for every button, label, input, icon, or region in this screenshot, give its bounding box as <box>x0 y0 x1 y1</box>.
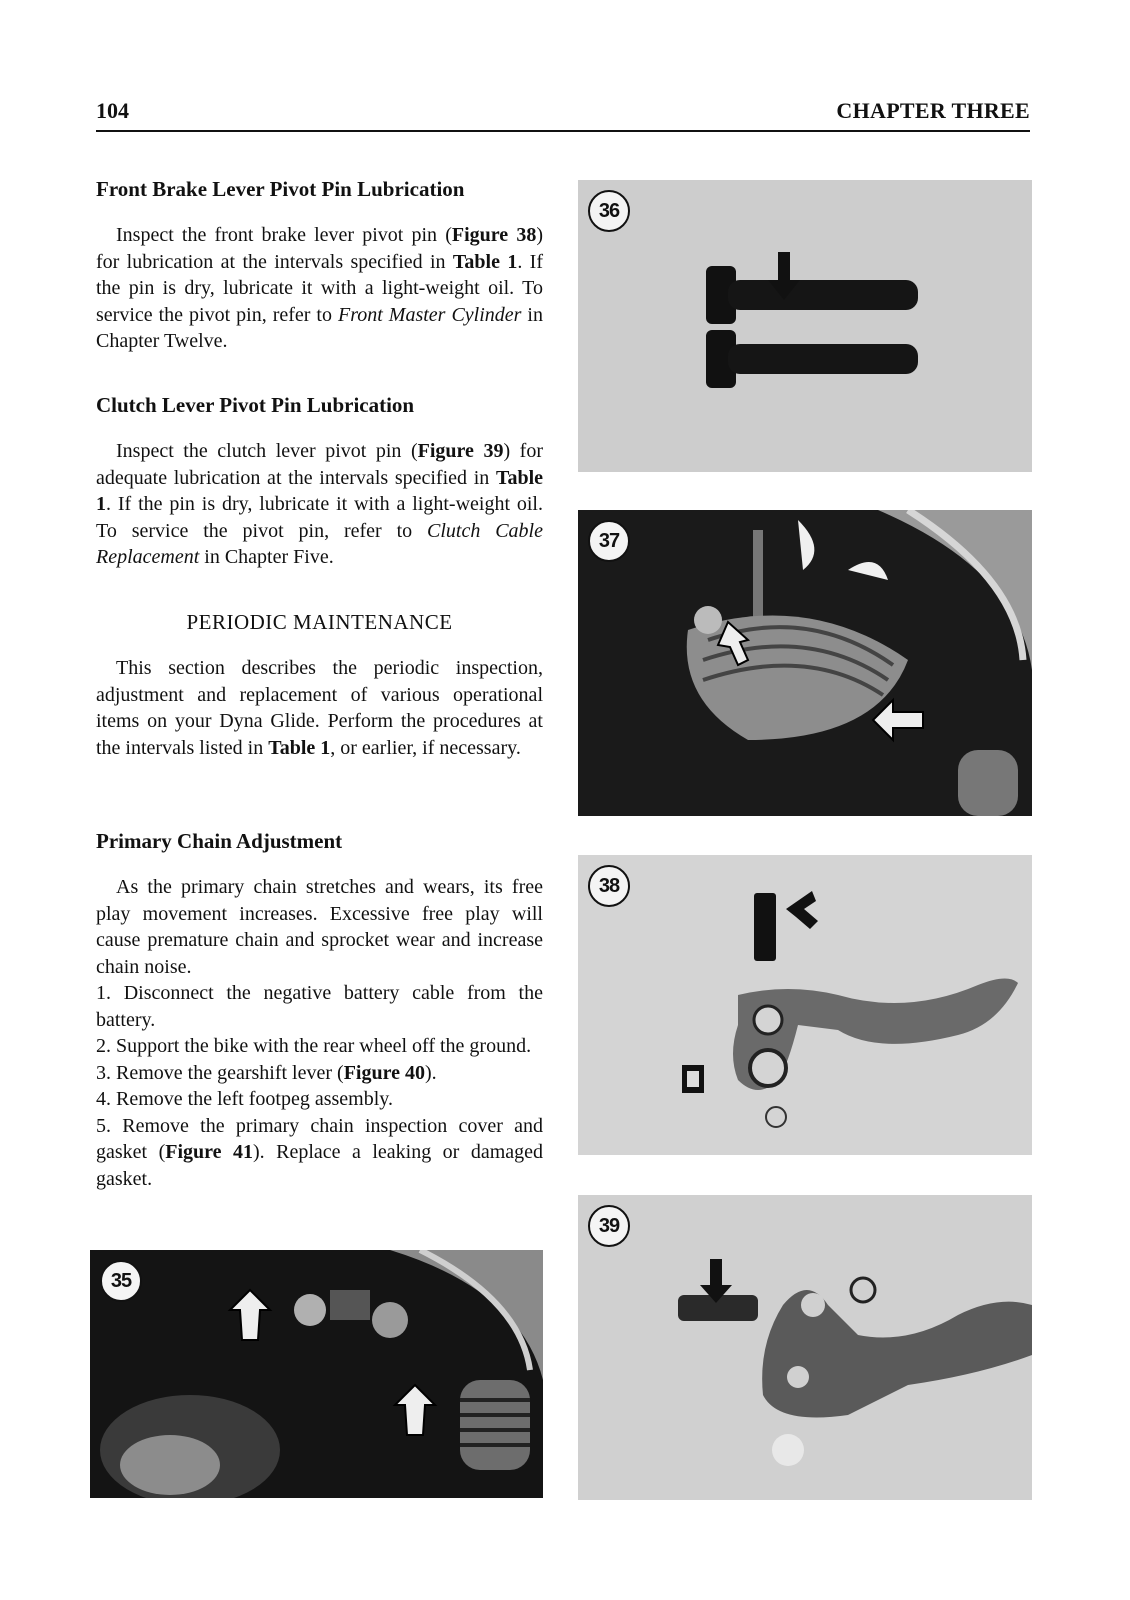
chapter-title: CHAPTER THREE <box>836 98 1030 123</box>
figure-37-label: 37 <box>588 520 630 562</box>
front-brake-italic-ref: Front Master Cylinder <box>337 303 522 326</box>
periodic-maintenance-paragraph <box>96 655 543 761</box>
figure-35-image <box>90 1250 543 1498</box>
clutch-italic-ref: Clutch Cable Replacement <box>96 519 543 568</box>
front-brake-ref-2: Table 1 <box>452 250 518 273</box>
front-brake-section <box>96 176 543 355</box>
page-header <box>96 96 1030 132</box>
figure-38-label: 38 <box>588 865 630 907</box>
primary-chain-steps <box>96 980 543 1192</box>
periodic-ref-1: Table 1 <box>268 736 331 759</box>
figure-38-photo <box>578 855 1032 1155</box>
periodic-maintenance-heading: PERIODIC MAINTENANCE <box>186 610 453 634</box>
step-3-text-a: 3. Remove the gearshift lever ( <box>96 1061 344 1084</box>
front-brake-paragraph <box>96 222 543 355</box>
clutch-lever-paragraph <box>96 438 543 571</box>
clutch-text-1: Inspect the clutch lever pivot pin ( <box>116 440 418 462</box>
figure-36-image <box>578 180 1032 472</box>
step-item: 2. Support the bike with the rear wheel off the ground. <box>96 1035 532 1057</box>
clutch-ref-2: Table 1 <box>96 466 543 515</box>
clutch-lever-heading: Clutch Lever Pivot Pin Lubrication <box>96 393 415 417</box>
step-5-ref: Figure 41 <box>165 1141 253 1163</box>
periodic-text-2: , or earlier, if necessary. <box>330 736 521 759</box>
clutch-text-2: ) for adequate lubrication at the intervals specified in <box>96 440 543 489</box>
clutch-text-3: . If the pin is dry, lubricate it with a light-weight oil. To service the pivot pin, refer to <box>96 493 543 542</box>
figure-39-image <box>578 1195 1032 1500</box>
figure-35-photo <box>90 1250 543 1498</box>
primary-chain-heading: Primary Chain Adjustment <box>96 829 343 853</box>
front-brake-text-1: Inspect the front brake lever pivot pin ( <box>116 224 452 246</box>
primary-chain-intro: As the primary chain stretches and wears, its free play movement increases. Excessive free play will cause premature chain and sprocket wear and increase chain noise. <box>96 876 543 978</box>
figure-36-label: 36 <box>588 190 630 232</box>
clutch-ref-1: Figure 39 <box>417 440 504 462</box>
step-5-text-b: ). Replace a leaking or damaged gasket. <box>96 1141 543 1190</box>
front-brake-text-2: ) for lubrication at the intervals specified in <box>96 224 543 273</box>
figure-37-image <box>578 510 1032 816</box>
step-3-text-b: ). <box>424 1061 437 1084</box>
figure-39-label: 39 <box>588 1205 630 1247</box>
front-brake-heading: Front Brake Lever Pivot Pin Lubrication <box>96 177 465 201</box>
step-item: 4. Remove the left footpeg assembly. <box>96 1088 393 1110</box>
front-brake-text-4: in Chapter Twelve. <box>96 303 543 352</box>
clutch-text-4: in Chapter Five. <box>199 546 334 568</box>
primary-chain-section <box>96 828 543 1192</box>
step-item <box>96 1113 543 1193</box>
figure-35-label: 35 <box>100 1260 142 1302</box>
page-number: 104 <box>96 98 129 123</box>
step-3-ref: Figure 40 <box>343 1061 425 1084</box>
figure-39-photo <box>578 1195 1032 1500</box>
figure-37-photo <box>578 510 1032 816</box>
periodic-text-1: This section describes the periodic inspection, adjustment and replacement of various operational items on your Dyna Glide. Perform the procedures at the intervals listed in <box>96 657 543 759</box>
front-brake-ref-1: Figure 38 <box>451 224 537 246</box>
clutch-lever-section <box>96 392 543 571</box>
periodic-maintenance-section <box>96 610 543 761</box>
step-item: 1. Disconnect the negative battery cable from the battery. <box>96 982 543 1031</box>
figure-38-image <box>578 855 1032 1155</box>
step-item <box>96 1060 543 1087</box>
figure-36-photo <box>578 180 1032 472</box>
front-brake-text-3: . If the pin is dry, lubricate it with a light-weight oil. To service the pivot pin, refer to <box>96 250 543 326</box>
step-5-text-a: 5. Remove the primary chain inspection cover and gasket ( <box>96 1114 543 1163</box>
